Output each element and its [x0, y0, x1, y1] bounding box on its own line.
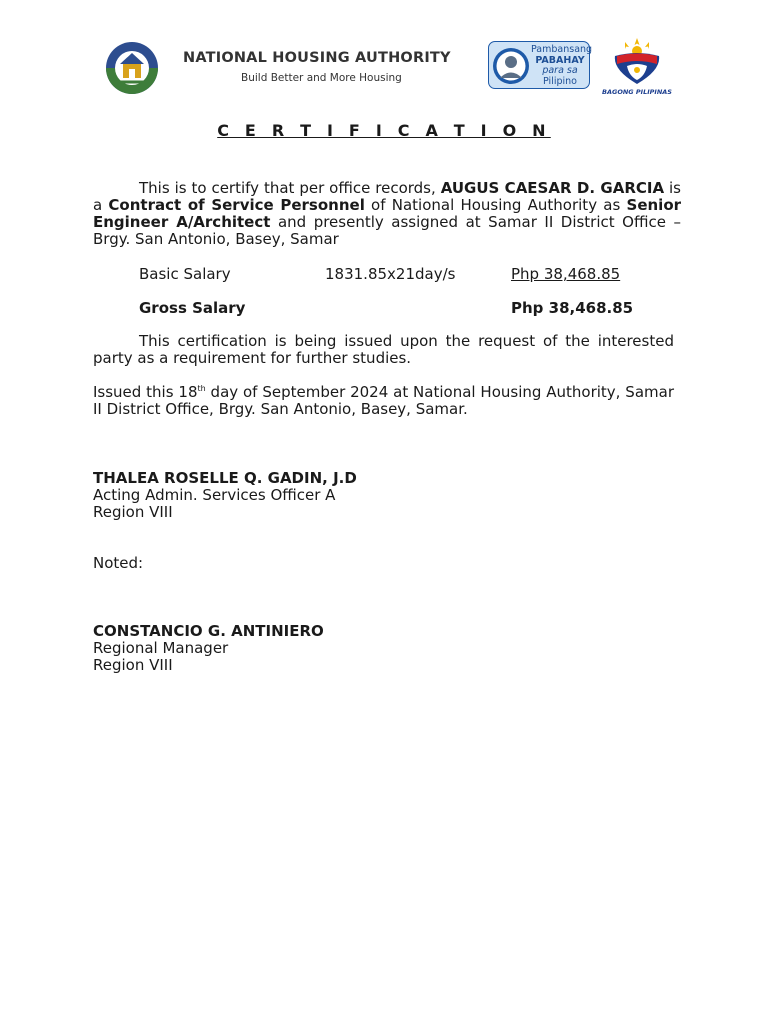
agency-tagline: Build Better and More Housing — [241, 72, 402, 84]
pabahay-text — [531, 44, 593, 87]
document-title: C E R T I F I C A T I O N — [217, 121, 551, 140]
issuance-prefix: Issued this 18 — [93, 383, 198, 401]
pabahay-line-2: PABAHAY — [535, 54, 585, 66]
employee-name: AUGUS CAESAR D. GARCIA — [440, 179, 665, 197]
letterhead — [100, 34, 680, 100]
position-title: Senior Engineer A/Architect — [93, 196, 682, 231]
issuance-paragraph — [93, 384, 674, 418]
bagong-pilipinas-logo-icon — [605, 36, 669, 86]
agency-text: of National Housing Authority as — [364, 196, 627, 214]
nha-logo-icon — [104, 40, 160, 96]
issuance-suffix: day of September 2024 at National Housing Authority, Samar II District Office, Brgy. San Antonio, Basey, Samar. — [93, 383, 674, 418]
basic-salary-label: Basic Salary — [139, 265, 231, 283]
pabahay-line-3: para sa — [542, 65, 578, 76]
noted-by-title: Regional Manager — [93, 639, 229, 657]
is-a-text: is a — [93, 179, 681, 214]
basic-salary-amount: Php 38,468.85 — [511, 265, 621, 283]
gross-salary-label: Gross Salary — [139, 299, 246, 317]
employment-status: Contract of Service Personnel — [108, 196, 365, 214]
signatory-title: Acting Admin. Services Officer A — [93, 486, 336, 504]
pabahay-badge — [488, 41, 593, 89]
gross-salary-amount: Php 38,468.85 — [511, 299, 634, 317]
basic-salary-rate: 1831.85x21day/s — [325, 265, 456, 283]
pabahay-line-1: Pambansang — [531, 44, 593, 55]
assignment-text: and presently assigned at Samar II District Office – Brgy. San Antonio, Basey, Samar — [93, 213, 681, 248]
pabahay-line-4: Pilipino — [543, 75, 577, 87]
bagong-pilipinas-label: BAGONG PILIPINAS — [602, 88, 672, 96]
intro-text: This is to certify that per office records, — [139, 179, 441, 197]
signatory-name: THALEA ROSELLE Q. GADIN, J.D — [93, 469, 357, 487]
noted-label: Noted: — [93, 554, 144, 572]
noted-by-name: CONSTANCIO G. ANTINIERO — [93, 622, 324, 640]
certification-paragraph — [93, 180, 681, 248]
purpose-text: This certification is being issued upon the request of the interested party as a requirement for further studies. — [93, 332, 674, 367]
pabahay-portrait-icon — [492, 47, 530, 85]
day-ordinal-suffix: th — [197, 384, 206, 393]
agency-name: NATIONAL HOUSING AUTHORITY — [183, 50, 451, 66]
signatory-region: Region VIII — [93, 503, 173, 521]
noted-by-region: Region VIII — [93, 656, 173, 674]
purpose-paragraph — [93, 333, 674, 367]
